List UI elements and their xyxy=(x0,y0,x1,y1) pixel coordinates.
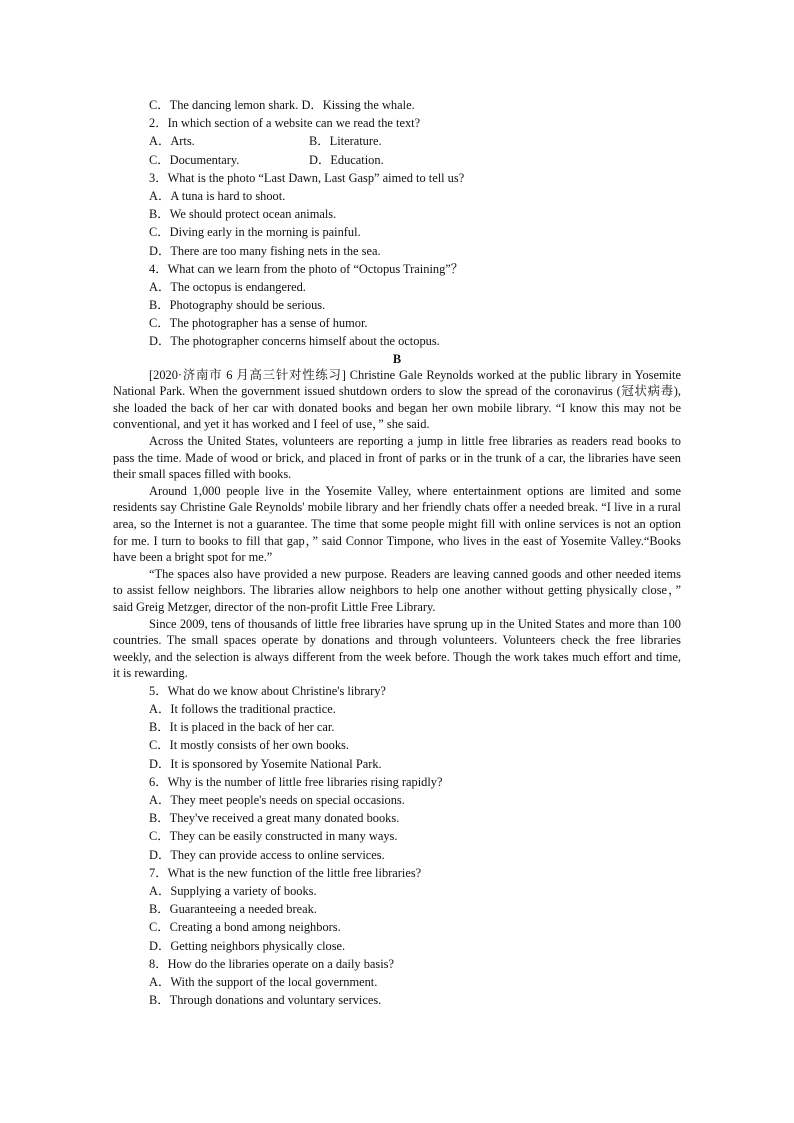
page-content xyxy=(113,96,681,1009)
q4-option-b: B．Photography should be serious. xyxy=(149,298,326,313)
q2-options-cd xyxy=(113,151,681,169)
q3-option-d: D．There are too many fishing nets in the sea. xyxy=(149,243,381,258)
q6-option-d: D．They can provide access to online services. xyxy=(149,847,385,862)
q5-option-a: A．It follows the traditional practice. xyxy=(149,702,336,717)
q2-option-c: C．Documentary. xyxy=(149,152,240,167)
q7-question: 7．What is the new function of the little free libraries? xyxy=(149,865,422,880)
passage-paragraph-4: “The spaces also have provided a new purpose. Readers are leaving canned goods and other needed items to assist fellow neighbors. The libraries allow neighbors to help one another without getting physically close，” said Greig Metzger, director of the non-profit Little Free Library. xyxy=(113,566,681,614)
q7-option-b: B．Guaranteeing a needed break. xyxy=(149,902,317,917)
q8-option-b: B．Through donations and voluntary services. xyxy=(149,993,382,1008)
q6-option-c: C．They can be easily constructed in many ways. xyxy=(149,829,398,844)
q4-option-a: A．The octopus is endangered. xyxy=(149,279,306,294)
q5-option-b: B．It is placed in the back of her car. xyxy=(149,720,335,735)
q5-question: 5．What do we know about Christine's library? xyxy=(149,683,386,698)
q7-option-d: D．Getting neighbors physically close. xyxy=(149,938,346,953)
q6-question: 6．Why is the number of little free libraries rising rapidly? xyxy=(149,774,443,789)
q2-option-a: A．Arts. xyxy=(149,134,195,149)
q2-option-b: B．Literature. xyxy=(309,134,382,149)
q4-option-d: D．The photographer concerns himself about the octopus. xyxy=(149,334,440,349)
q3-option-c: C．Diving early in the morning is painful. xyxy=(149,225,361,240)
q2-option-d: D．Education. xyxy=(309,152,384,167)
section-b-heading: B xyxy=(392,351,402,366)
q2-question: 2．In which section of a website can we read the text? xyxy=(149,116,421,131)
q1-options-cd: C．The dancing lemon shark. D．Kissing the whale. xyxy=(149,98,415,112)
q2-options-ab xyxy=(113,132,681,150)
passage-paragraph-3: Around 1,000 people live in the Yosemite Valley, where entertainment options are limited and some residents say Christine Gale Reynolds' mobile library and her friendly chats offer a needed break. “I live in a rural area, so the Internet is not a guarantee. The time that some people might fill with online services is not an option for me. I turn to books to fill that gap，” said Connor Timpone, who lives in the east of Yosemite Valley.“Books have been a bright spot for me.” xyxy=(113,483,681,565)
q6-option-b: B．They've received a great many donated books. xyxy=(149,811,400,826)
q6-option-a: A．They meet people's needs on special occasions. xyxy=(149,793,405,808)
q8-option-a: A．With the support of the local government. xyxy=(149,974,378,989)
q5-option-d: D．It is sponsored by Yosemite National Park. xyxy=(149,756,382,771)
q4-option-c: C．The photographer has a sense of humor. xyxy=(149,316,368,331)
q4-question: 4．What can we learn from the photo of “Octopus Training”？ xyxy=(149,261,464,276)
q3-option-b: B．We should protect ocean animals. xyxy=(149,207,337,222)
q8-question: 8．How do the libraries operate on a daily basis? xyxy=(149,956,394,971)
q7-option-c: C．Creating a bond among neighbors. xyxy=(149,920,341,935)
q3-question: 3．What is the photo “Last Dawn, Last Gasp” aimed to tell us? xyxy=(149,170,465,185)
q5-option-c: C．It mostly consists of her own books. xyxy=(149,738,349,753)
passage-paragraph-1: [2020·济南市 6 月高三针对性练习] Christine Gale Reynolds worked at the public library in Yosemite National Park. When the government issued shutdown orders to slow the spread of the coronavirus (冠状病毒), she loaded the back of her car with donated books and began her own mobile library. “I know this may not be conventional, and yet it has worked and I feel of use，” she said. xyxy=(113,367,681,432)
passage-paragraph-5: Since 2009, tens of thousands of little free libraries have sprung up in the United States and more than 100 countries. The small spaces operate by donations and through volunteers. Volunteers check the free libraries weekly, and the selection is always different from the week before. Though the work takes much effort and time, it is rewarding. xyxy=(113,616,681,681)
passage-paragraph-2: Across the United States, volunteers are reporting a jump in little free libraries as readers read books to pass the time. Made of wood or brick, and placed in front of parks or in the trunk of a car, the libraries have seen their small spaces filled with books. xyxy=(113,434,681,482)
q7-option-a: A．Supplying a variety of books. xyxy=(149,883,317,898)
q3-option-a: A．A tuna is hard to shoot. xyxy=(149,188,286,203)
